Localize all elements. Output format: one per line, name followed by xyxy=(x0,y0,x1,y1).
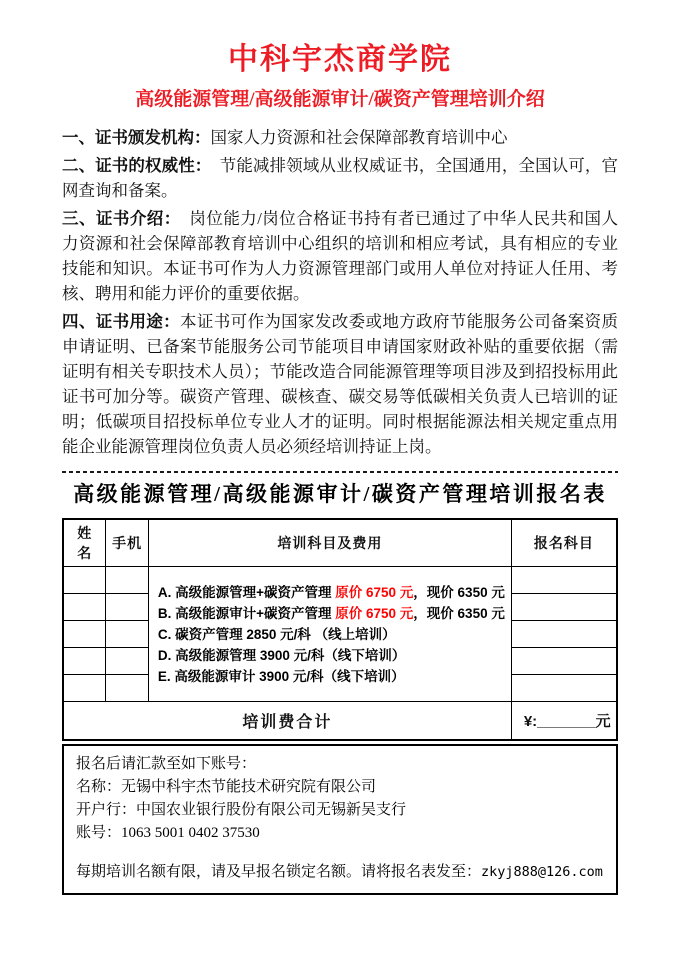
name-field-cell[interactable] xyxy=(63,675,106,702)
payment-account-name: 名称：无锡中科宇杰节能技术研究院有限公司 xyxy=(76,779,377,795)
intro-paragraph-2 xyxy=(62,153,618,203)
intro-label-3: 三、证书介绍： xyxy=(62,209,173,228)
course-text: E. 高级能源审计 3900 元/科（线下培训） xyxy=(157,668,405,684)
registration-table xyxy=(62,518,618,741)
payment-account-number: 账号：1063 5001 0402 37530 xyxy=(76,825,260,841)
header-courses-fees: 培训科目及费用 xyxy=(148,519,511,567)
course-text: C. 碳资产管理 2850 元/科 （线上培训） xyxy=(157,626,396,642)
page-title: 中科宇杰商学院 xyxy=(228,43,452,76)
payment-bank: 开户行：中国农业银行股份有限公司无锡新吴支行 xyxy=(76,802,407,818)
intro-label-4: 四、证书用途： xyxy=(62,312,181,331)
course-original-price: 原价 6750 元 xyxy=(335,605,414,621)
intro-label-2: 二、证书的权威性： xyxy=(62,156,204,175)
page-subtitle: 高级能源管理/高级能源审计/碳资产管理培训介绍 xyxy=(135,89,545,110)
intro-label-1: 一、证书颁发机构： xyxy=(62,128,211,147)
name-field-cell[interactable] xyxy=(63,648,106,675)
intro-text-3: 岗位能力/岗位合格证书持有者已通过了中华人民共和国人力资源和社会保障部教育培训中心组织的培训和相应考试，具有相应的专业技能和知识。本证书可作为人力资源管理部门或用人单位对持证人任用、考核、聘用和能力评价的重要依据。 xyxy=(62,209,618,303)
course-current-price: ，现价 6350 元 xyxy=(413,605,505,621)
course-text: D. 高级能源管理 3900 元/科（线下培训） xyxy=(157,647,406,663)
total-fee-row xyxy=(63,702,617,741)
course-option-d xyxy=(158,645,505,666)
header-enrolled-subject: 报名科目 xyxy=(511,519,617,567)
table-row xyxy=(63,567,617,594)
payment-email: zkyj888@126.com xyxy=(481,864,603,880)
registration-form-title: 高级能源管理/高级能源审计/碳资产管理培训报名表 xyxy=(73,482,607,506)
phone-field-cell[interactable] xyxy=(106,567,148,594)
table-header-row xyxy=(63,519,617,567)
name-field-cell[interactable] xyxy=(63,567,106,594)
total-fee-label: 培训费合计 xyxy=(63,702,511,741)
phone-field-cell[interactable] xyxy=(106,594,148,621)
payment-info-box xyxy=(62,744,618,895)
header-phone: 手机 xyxy=(106,519,148,567)
course-option-a xyxy=(158,582,505,603)
intro-paragraph-3 xyxy=(62,206,618,306)
payment-note xyxy=(76,861,604,884)
course-text: A. 高级能源管理+碳资产管理 xyxy=(157,584,336,600)
course-original-price: 原价 6750 元 xyxy=(335,584,414,600)
phone-field-cell[interactable] xyxy=(106,675,148,702)
course-option-b xyxy=(158,603,505,624)
name-field-cell[interactable] xyxy=(63,594,106,621)
total-fee-value[interactable]: ¥:_______元 xyxy=(511,702,617,741)
intro-paragraph-4 xyxy=(62,309,618,459)
course-current-price: ，现价 6350 元 xyxy=(413,584,505,600)
payment-note-text: 每期培训名额有限，请及早报名锁定名额。请将报名表发至： xyxy=(76,864,482,880)
course-option-e xyxy=(158,666,505,687)
payment-intro-line: 报名后请汇款至如下账号： xyxy=(76,756,257,772)
intro-paragraph-1 xyxy=(62,125,618,150)
subject-field-cell[interactable] xyxy=(511,621,617,648)
intro-text-4: 本证书可作为国家发改委或地方政府节能服务公司备案资质申请证明、已备案节能服务公司节能项目申请国家财政补贴的重要依据（需证明有相关专职技术人员）；节能改造合同能源管理等项目涉及到招投标用此证书可加分等。碳资产管理、碳核查、碳交易等低碳相关负责人已培训的证明；低碳项目招投标单位专业人才的证明。同时根据能源法相关规定重点用能企业能源管理岗位负责人员必须经培训持证上岗。 xyxy=(62,312,618,456)
intro-text-1: 国家人力资源和社会保障部教育培训中心 xyxy=(210,128,508,147)
intro-section xyxy=(62,125,618,459)
phone-field-cell[interactable] xyxy=(106,648,148,675)
course-text: B. 高级能源审计+碳资产管理 xyxy=(157,605,336,621)
subject-field-cell[interactable] xyxy=(511,648,617,675)
dashed-divider xyxy=(62,471,618,473)
course-option-c xyxy=(158,624,505,645)
subject-field-cell[interactable] xyxy=(511,594,617,621)
header-name: 姓 名 xyxy=(63,519,106,567)
courses-cell xyxy=(148,567,511,702)
name-field-cell[interactable] xyxy=(63,621,106,648)
subject-field-cell[interactable] xyxy=(511,675,617,702)
intro-text-2: 节能减排领域从业权威证书，全国通用，全国认可，官网查询和备案。 xyxy=(62,156,619,200)
phone-field-cell[interactable] xyxy=(106,621,148,648)
subject-field-cell[interactable] xyxy=(511,567,617,594)
